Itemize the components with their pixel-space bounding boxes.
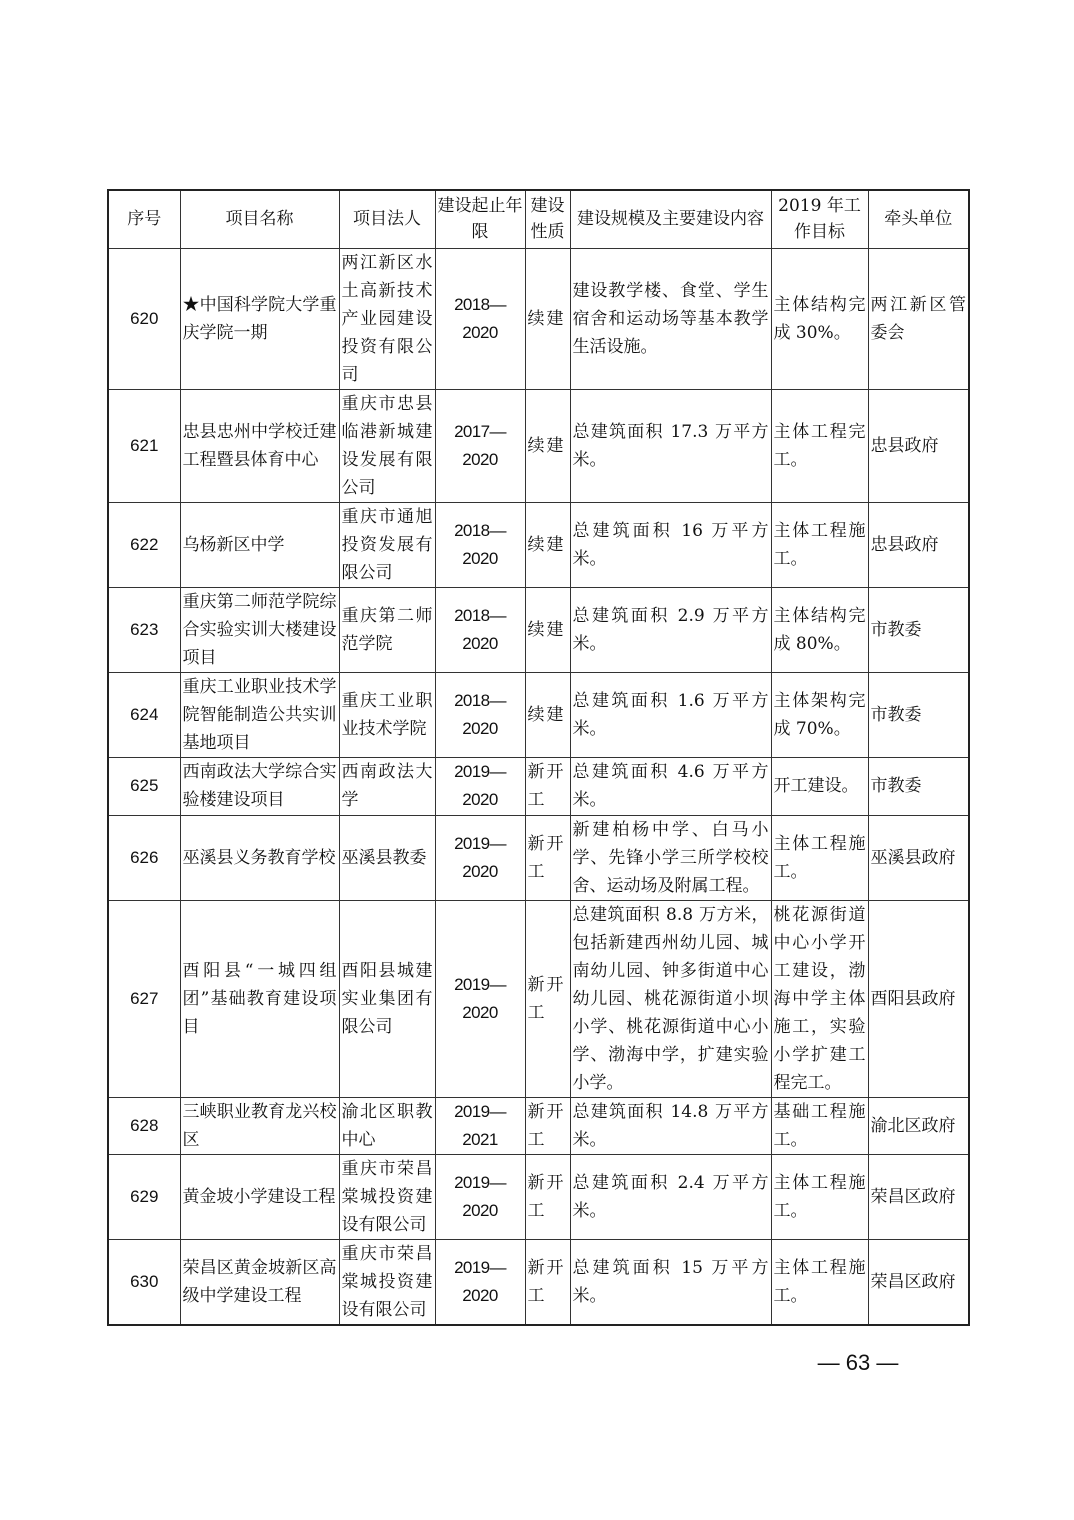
table-row [108, 248, 969, 389]
table-row [108, 502, 969, 587]
cell-target: 主体工程施工。 [771, 1239, 868, 1325]
cell-owner: 重庆第二师范学院 [339, 587, 435, 672]
cell-name: 西南政法大学综合实验楼建设项目 [180, 757, 339, 815]
cell-name: 黄金坡小学建设工程 [180, 1154, 339, 1239]
cell-target: 主体工程施工。 [771, 815, 868, 900]
cell-lead: 市教委 [868, 672, 969, 757]
cell-scale: 总建筑面积 16 万平方米。 [570, 502, 771, 587]
cell-target: 主体工程施工。 [771, 1154, 868, 1239]
cell-years: 2018—2020 [435, 248, 525, 389]
cell-scale: 总建筑面积 8.8 万方米，包括新建西州幼儿园、城南幼儿园、钟多街道中心幼儿园、桃花源街道小坝小学、桃花源街道中心小学、渤海中学，扩建实验小学。 [570, 900, 771, 1097]
cell-no: 623 [108, 587, 180, 672]
cell-owner: 两江新区水土高新技术产业园建设投资有限公司 [339, 248, 435, 389]
cell-scale: 总建筑面积 4.6 万平方米。 [570, 757, 771, 815]
cell-lead: 巫溪县政府 [868, 815, 969, 900]
cell-name: ★中国科学院大学重庆学院一期 [180, 248, 339, 389]
cell-target: 桃花源街道中心小学开工建设，渤海中学主体施工，实验小学扩建工程完工。 [771, 900, 868, 1097]
cell-years: 2019—2020 [435, 757, 525, 815]
table-row [108, 1154, 969, 1239]
cell-nature: 续建 [525, 248, 570, 389]
table-row [108, 815, 969, 900]
cell-lead: 渝北区政府 [868, 1097, 969, 1154]
cell-owner: 酉阳县城建实业集团有限公司 [339, 900, 435, 1097]
cell-nature: 续建 [525, 587, 570, 672]
header-cell: 牵头单位 [868, 190, 969, 248]
cell-years: 2019—2020 [435, 1239, 525, 1325]
cell-years: 2019—2021 [435, 1097, 525, 1154]
cell-nature: 新开工 [525, 1154, 570, 1239]
cell-owner: 重庆市荣昌棠城投资建设有限公司 [339, 1154, 435, 1239]
table-row [108, 757, 969, 815]
cell-years: 2019—2020 [435, 1154, 525, 1239]
cell-target: 开工建设。 [771, 757, 868, 815]
cell-scale: 建设教学楼、食堂、学生宿舍和运动场等基本教学生活设施。 [570, 248, 771, 389]
cell-owner: 重庆市忠县临港新城建设发展有限公司 [339, 389, 435, 502]
cell-name: 三峡职业教育龙兴校区 [180, 1097, 339, 1154]
cell-nature: 续建 [525, 502, 570, 587]
cell-nature: 新开工 [525, 815, 570, 900]
cell-owner: 重庆工业职业技术学院 [339, 672, 435, 757]
cell-scale: 总建筑面积 17.3 万平方米。 [570, 389, 771, 502]
header-cell: 项目法人 [339, 190, 435, 248]
cell-owner: 重庆市荣昌棠城投资建设有限公司 [339, 1239, 435, 1325]
project-table [107, 189, 970, 1326]
cell-lead: 市教委 [868, 757, 969, 815]
header-cell: 项目名称 [180, 190, 339, 248]
table-header-row [108, 190, 969, 248]
cell-target: 主体结构完成 80%。 [771, 587, 868, 672]
cell-lead: 两江新区管委会 [868, 248, 969, 389]
cell-no: 625 [108, 757, 180, 815]
table-row [108, 389, 969, 502]
table-row [108, 900, 969, 1097]
cell-no: 622 [108, 502, 180, 587]
cell-name: 忠县忠州中学校迁建工程暨县体育中心 [180, 389, 339, 502]
cell-target: 主体架构完成 70%。 [771, 672, 868, 757]
cell-years: 2018—2020 [435, 502, 525, 587]
cell-lead: 荣昌区政府 [868, 1239, 969, 1325]
cell-lead: 酉阳县政府 [868, 900, 969, 1097]
page-number: — 63 — [817, 1350, 899, 1375]
cell-years: 2019—2020 [435, 900, 525, 1097]
cell-scale: 总建筑面积 1.6 万平方米。 [570, 672, 771, 757]
cell-scale: 总建筑面积 2.4 万平方米。 [570, 1154, 771, 1239]
cell-scale: 总建筑面积 15 万平方米。 [570, 1239, 771, 1325]
cell-name: 重庆第二师范学院综合实验实训大楼建设项目 [180, 587, 339, 672]
cell-owner: 巫溪县教委 [339, 815, 435, 900]
cell-target: 主体工程完工。 [771, 389, 868, 502]
cell-lead: 忠县政府 [868, 502, 969, 587]
cell-no: 629 [108, 1154, 180, 1239]
cell-no: 627 [108, 900, 180, 1097]
header-cell: 2019 年工作目标 [771, 190, 868, 248]
cell-name: 巫溪县义务教育学校 [180, 815, 339, 900]
cell-nature: 新开工 [525, 1097, 570, 1154]
cell-owner: 西南政法大学 [339, 757, 435, 815]
cell-name: 荣昌区黄金坡新区高级中学建设工程 [180, 1239, 339, 1325]
header-cell: 建设性质 [525, 190, 570, 248]
cell-years: 2018—2020 [435, 672, 525, 757]
cell-no: 620 [108, 248, 180, 389]
header-cell: 建设起止年限 [435, 190, 525, 248]
table-row [108, 1239, 969, 1325]
cell-years: 2018—2020 [435, 587, 525, 672]
cell-scale: 新建柏杨中学、白马小学、先锋小学三所学校校舍、运动场及附属工程。 [570, 815, 771, 900]
header-cell: 序号 [108, 190, 180, 248]
cell-target: 主体结构完成 30%。 [771, 248, 868, 389]
cell-nature: 新开工 [525, 900, 570, 1097]
cell-name: 酉阳县“一城四组团”基础教育建设项目 [180, 900, 339, 1097]
cell-nature: 新开工 [525, 757, 570, 815]
cell-owner: 重庆市通旭投资发展有限公司 [339, 502, 435, 587]
header-cell: 建设规模及主要建设内容 [570, 190, 771, 248]
cell-name: 重庆工业职业技术学院智能制造公共实训基地项目 [180, 672, 339, 757]
cell-scale: 总建筑面积 14.8 万平方米。 [570, 1097, 771, 1154]
cell-lead: 忠县政府 [868, 389, 969, 502]
cell-no: 621 [108, 389, 180, 502]
cell-no: 630 [108, 1239, 180, 1325]
cell-target: 主体工程施工。 [771, 502, 868, 587]
cell-lead: 荣昌区政府 [868, 1154, 969, 1239]
cell-years: 2017—2020 [435, 389, 525, 502]
cell-nature: 续建 [525, 389, 570, 502]
table-row [108, 1097, 969, 1154]
table-row [108, 587, 969, 672]
cell-years: 2019—2020 [435, 815, 525, 900]
cell-no: 624 [108, 672, 180, 757]
cell-nature: 新开工 [525, 1239, 570, 1325]
cell-nature: 续建 [525, 672, 570, 757]
cell-name: 乌杨新区中学 [180, 502, 339, 587]
cell-scale: 总建筑面积 2.9 万平方米。 [570, 587, 771, 672]
cell-no: 628 [108, 1097, 180, 1154]
cell-target: 基础工程施工。 [771, 1097, 868, 1154]
cell-no: 626 [108, 815, 180, 900]
table-row [108, 672, 969, 757]
cell-lead: 市教委 [868, 587, 969, 672]
cell-owner: 渝北区职教中心 [339, 1097, 435, 1154]
